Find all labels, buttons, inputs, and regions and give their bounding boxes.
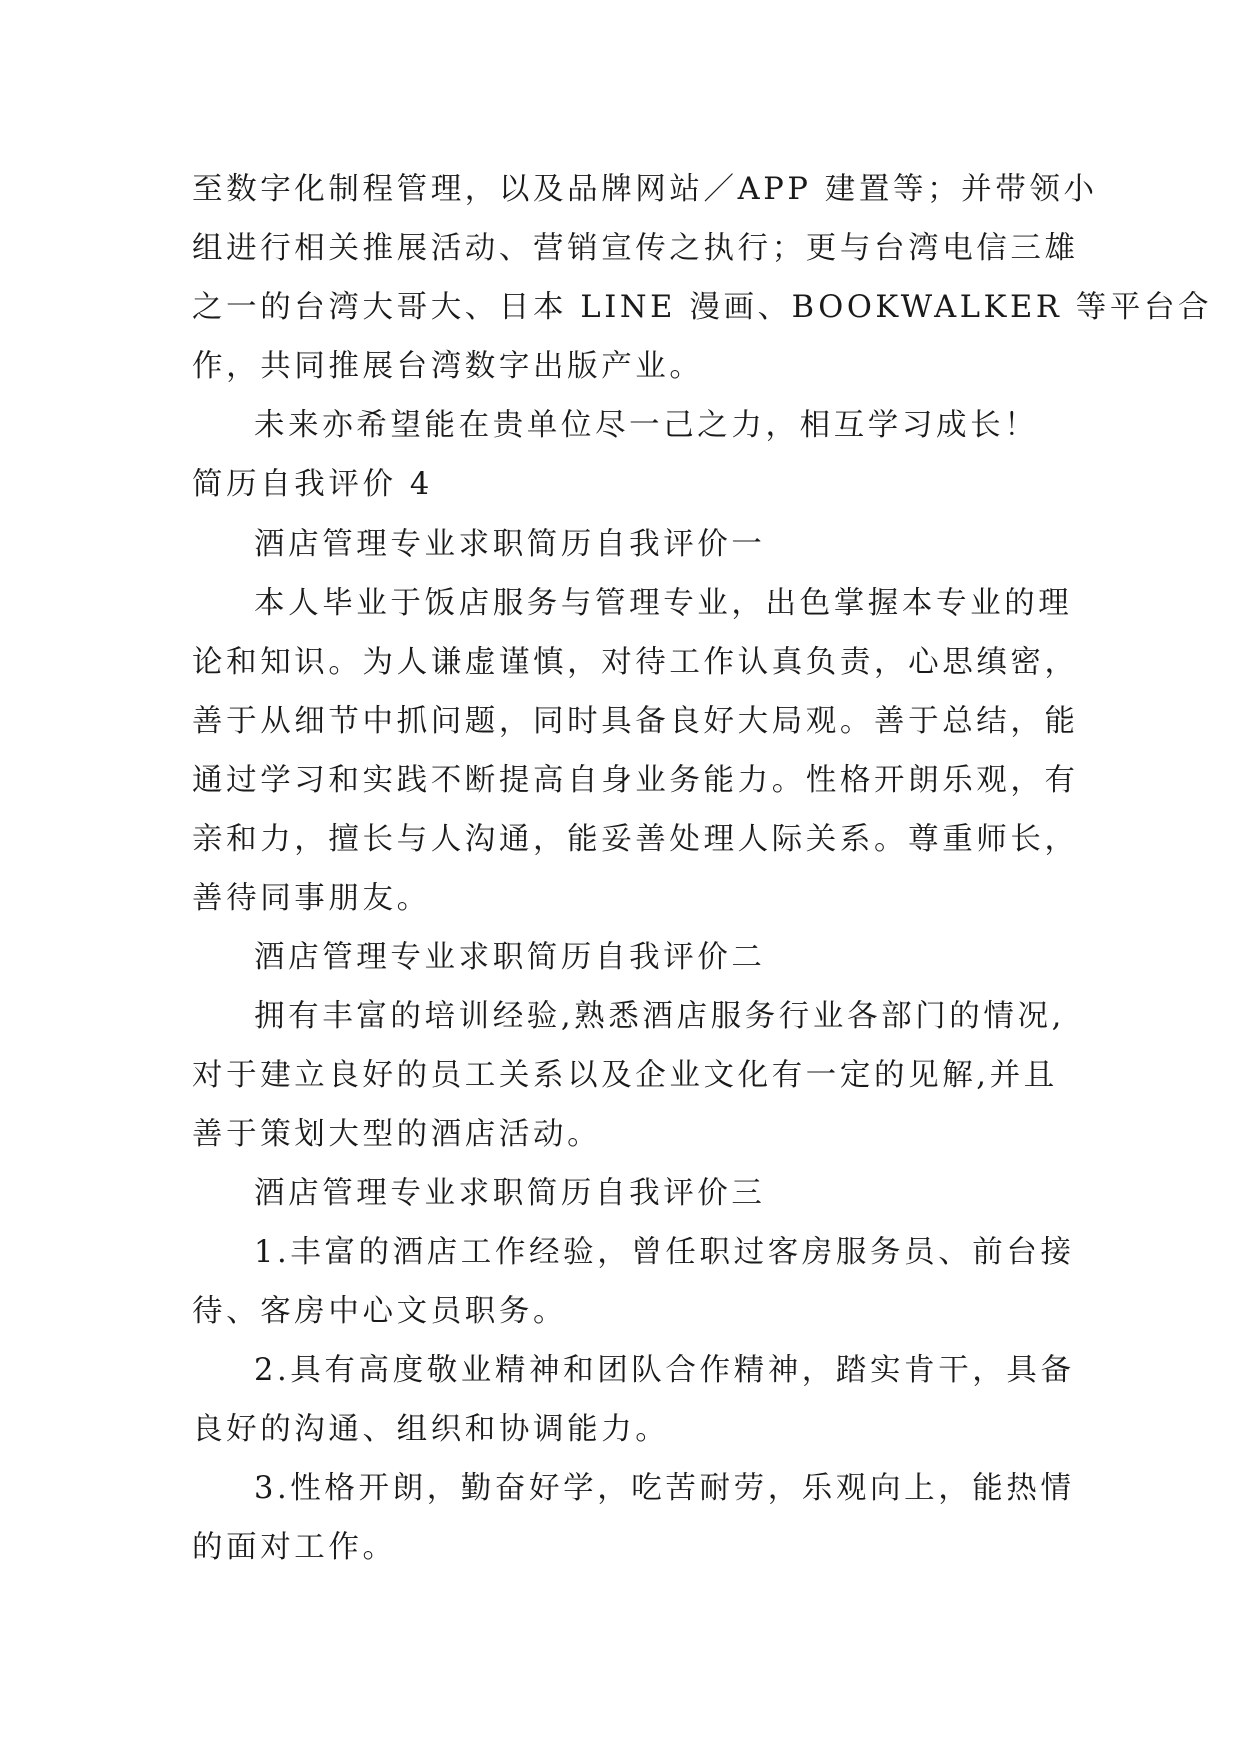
list-item-line: 的面对工作。 [192, 1530, 397, 1565]
section-heading: 简历自我评价 4 [192, 467, 433, 502]
list-item-line: 3.性格开朗，勤奋好学，吃苦耐劳，乐观向上，能热情 [254, 1471, 1075, 1506]
paragraph-line: 通过学习和实践不断提高自身业务能力。性格开朗乐观，有 [192, 763, 1079, 798]
paragraph-line: 善于从细节中抓问题，同时具备良好大局观。善于总结，能 [192, 704, 1079, 739]
document-body [192, 160, 1213, 1577]
paragraph-line: 之一的台湾大哥大、日本 LINE 漫画、BOOKWALKER 等平台合 [192, 290, 1213, 325]
list-item-line: 待、客房中心文员职务。 [192, 1294, 568, 1329]
paragraph-line: 善于策划大型的酒店活动。 [192, 1117, 602, 1152]
paragraph-line: 对于建立良好的员工关系以及企业文化有一定的见解,并且 [192, 1058, 1058, 1093]
subsection-title: 酒店管理专业求职简历自我评价二 [254, 940, 766, 975]
paragraph-line: 未来亦希望能在贵单位尽一己之力，相互学习成长！ [254, 408, 1039, 443]
paragraph-line: 拥有丰富的培训经验,熟悉酒店服务行业各部门的情况, [254, 999, 1065, 1034]
list-item-line: 1.丰富的酒店工作经验，曾任职过客房服务员、前台接 [254, 1235, 1075, 1270]
list-item-line: 2.具有高度敬业精神和团队合作精神，踏实肯干，具备 [254, 1353, 1075, 1388]
paragraph-line: 组进行相关推展活动、营销宣传之执行；更与台湾电信三雄 [192, 231, 1079, 266]
paragraph-line: 至数字化制程管理，以及品牌网站／APP 建置等；并带领小 [192, 172, 1098, 207]
paragraph-line: 亲和力，擅长与人沟通，能妥善处理人际关系。尊重师长， [192, 822, 1079, 857]
paragraph-line: 作，共同推展台湾数字出版产业。 [192, 349, 704, 384]
paragraph-line: 论和知识。为人谦虚谨慎，对待工作认真负责，心思缜密， [192, 645, 1079, 680]
list-item-line: 良好的沟通、组织和协调能力。 [192, 1412, 670, 1447]
subsection-title: 酒店管理专业求职简历自我评价一 [254, 527, 766, 562]
paragraph-line: 善待同事朋友。 [192, 881, 431, 916]
subsection-title: 酒店管理专业求职简历自我评价三 [254, 1176, 766, 1211]
paragraph-line: 本人毕业于饭店服务与管理专业，出色掌握本专业的理 [254, 586, 1073, 621]
